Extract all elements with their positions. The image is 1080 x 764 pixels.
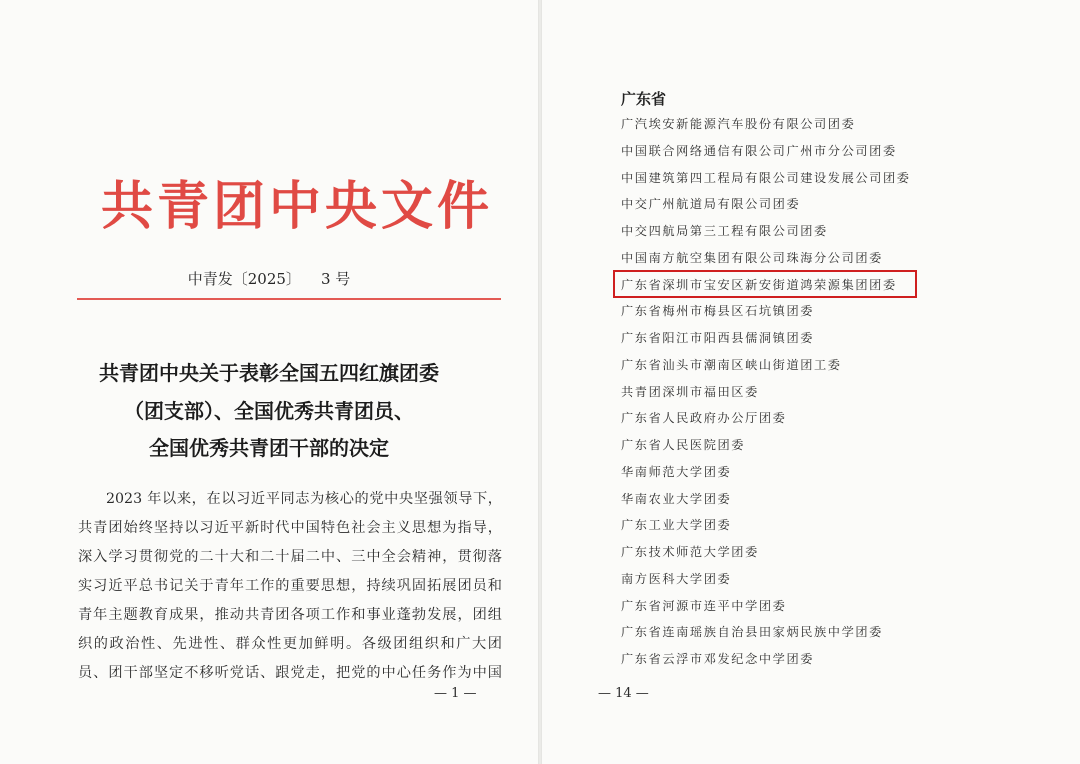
organization-list [621, 111, 911, 673]
body-line: 2023 年以来，在以习近平同志为核心的党中央坚强领导下， [106, 491, 502, 507]
list-item: 广东省阳江市阳西县儒洞镇团委 [621, 331, 815, 345]
list-item: 共青团深圳市福田区委 [621, 384, 759, 399]
list-item: 广东省汕头市潮南区峡山街道团工委 [621, 357, 842, 372]
body-line: 青年主题教育成果，推动共青团各项工作和事业蓬勃发展，团组 [78, 607, 502, 623]
document-number-prefix: 中青发〔2025〕 [187, 270, 301, 288]
body-line: 实习近平总书记关于青年工作的重要思想，持续巩固拓展团员和 [78, 578, 502, 594]
document-number-value: 3 号 [320, 270, 351, 288]
list-item: 中国南方航空集团有限公司珠海分公司团委 [621, 250, 883, 265]
body-line: 深入学习贯彻党的二十大和二十届二中、三中全会精神，贯彻落 [78, 549, 502, 565]
body-line: 员、团干部坚定不移听党话、跟党走，把党的中心任务作为中国 [78, 665, 502, 681]
list-item: 南方医科大学团委 [621, 571, 732, 586]
list-item: 广东省人民医院团委 [621, 438, 746, 452]
list-item: 中交四航局第三工程有限公司团委 [621, 224, 828, 238]
page-number-left: — 1 — [434, 686, 477, 701]
document-number [0, 268, 538, 289]
province-heading: 广东省 [621, 90, 667, 108]
body-paragraph [78, 485, 502, 688]
list-item: 广汽埃安新能源汽车股份有限公司团委 [621, 117, 856, 131]
document-title-line-2: （团支部）、全国优秀共青团员、 [124, 399, 414, 423]
list-item: 华南农业大学团委 [621, 491, 732, 506]
list-item: 中国联合网络通信有限公司广州市分公司团委 [621, 143, 897, 158]
list-item: 广东省连南瑶族自治县田家炳民族中学团委 [621, 625, 883, 640]
right-page [542, 0, 1080, 764]
list-item: 广东省人民政府办公厅团委 [621, 411, 787, 426]
list-item-highlighted: 广东省深圳市宝安区新安街道鸿荣源集团团委 [621, 277, 897, 292]
list-item: 中国建筑第四工程局有限公司建设发展公司团委 [621, 170, 911, 185]
body-line: 织的政治性、先进性、群众性更加鲜明。各级团组织和广大团 [78, 636, 502, 652]
list-item: 广东省云浮市邓发纪念中学团委 [621, 652, 815, 666]
document-title-line-1: 共青团中央关于表彰全国五四红旗团委 [99, 361, 439, 385]
highlight-box [613, 270, 917, 298]
list-item: 广东技术师范大学团委 [621, 545, 759, 559]
red-header-title: 共青团中央文件 [101, 176, 494, 237]
left-page [0, 0, 538, 764]
red-separator-line [77, 298, 501, 300]
list-item: 华南师范大学团委 [621, 464, 732, 479]
page-number-right: — 14 — [598, 686, 649, 701]
list-item: 广东省河源市连平中学团委 [621, 598, 787, 613]
list-item: 广东工业大学团委 [621, 518, 732, 533]
list-item: 中交广州航道局有限公司团委 [621, 197, 801, 212]
document-title-line-3: 全国优秀共青团干部的决定 [149, 436, 389, 460]
list-item: 广东省梅州市梅县区石坑镇团委 [621, 304, 815, 319]
body-line: 共青团始终坚持以习近平新时代中国特色社会主义思想为指导， [78, 520, 502, 536]
